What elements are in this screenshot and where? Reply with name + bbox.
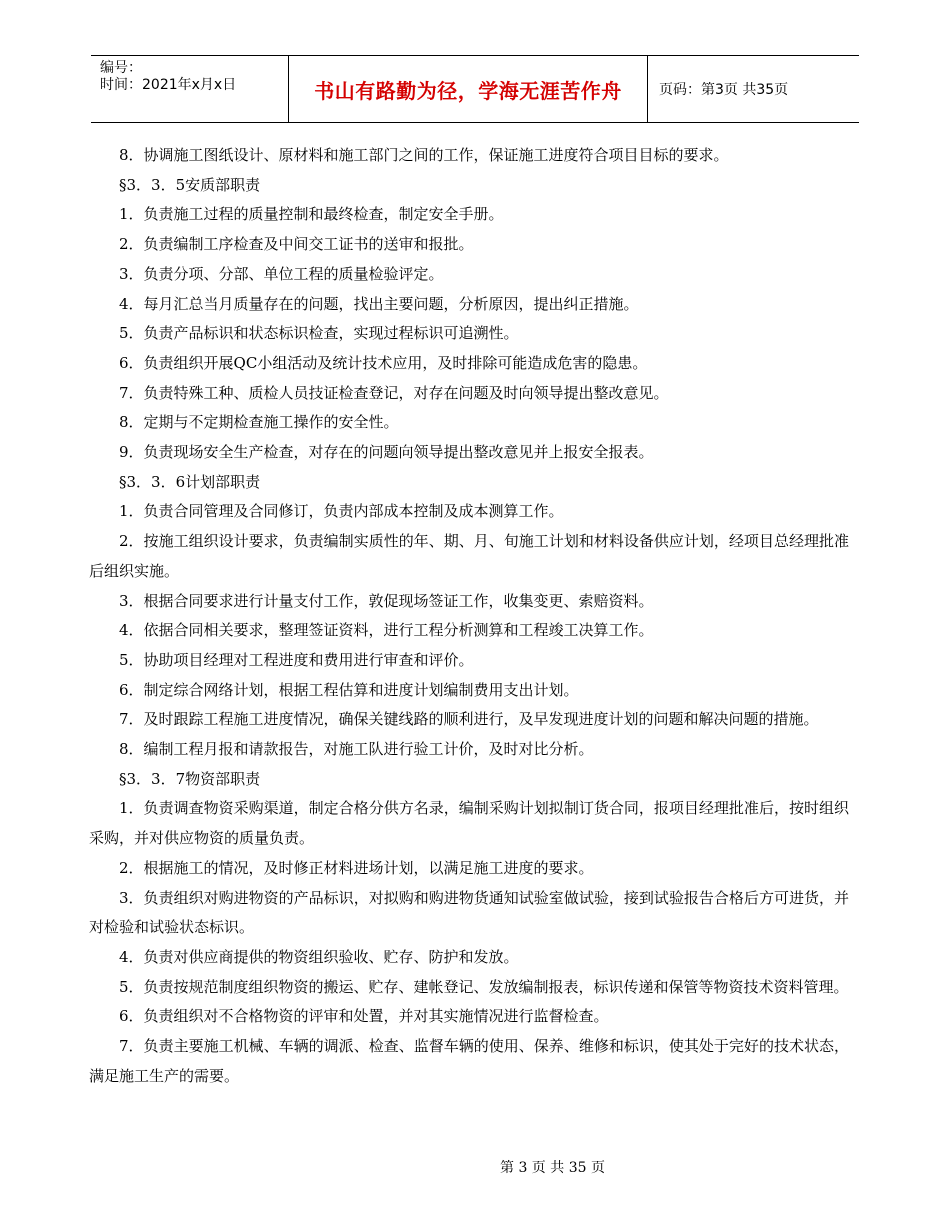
paragraph: 2．负责编制工序检查及中间交工证书的送审和报批。 [119, 235, 474, 254]
paragraph: 4．依据合同相关要求，整理签证资料，进行工程分析测算和工程竣工决算工作。 [119, 621, 654, 640]
paragraph: 8．定期与不定期检查施工操作的安全性。 [119, 413, 399, 432]
number-label: 编号： [100, 60, 142, 76]
paragraph: 7．负责特殊工种、质检人员技证检查登记，对存在问题及时向领导提出整改意见。 [119, 383, 669, 402]
page-header [91, 55, 859, 123]
header-info-cell [91, 56, 288, 122]
motto-text: 书山有路勤为径，学海无涯苦作舟 [314, 78, 622, 103]
paragraph: 8．协调施工图纸设计、原材料和施工部门之间的工作，保证施工进度符合项目目标的要求。 [119, 146, 729, 164]
paragraph: 1．负责调查物资采购渠道，制定合格分供方名录，编制采购计划拟制订货合同，报项目经理批准后，按时组织采购，并对供应物资的质量负责。 [89, 799, 849, 848]
paragraph: 7．负责主要施工机械、车辆的调派、检查、监督车辆的使用、保养、维修和标识，使其处于完好的技术状态，满足施工生产的需要。 [89, 1037, 849, 1085]
paragraph: 5．负责产品标识和状态标识检查，实现过程标识可追溯性。 [119, 324, 519, 343]
footer-page-number: 第 3 页 共 35 页 [500, 1160, 605, 1176]
paragraph: 2．按施工组织设计要求，负责编制实质性的年、期、月、旬施工计划和材料设备供应计划，经项目总经理批准后组织实施。 [89, 532, 849, 580]
paragraph: 3．负责分项、分部、单位工程的质量检验评定。 [119, 264, 444, 283]
paragraph: 4．每月汇总当月质量存在的问题，找出主要问题，分析原因，提出纠正措施。 [119, 294, 639, 313]
paragraph: 5．负责按规范制度组织物资的搬运、贮存、建帐登记、发放编制报表，标识传递和保管等物资技术资料管理。 [119, 977, 849, 996]
header-page-cell [648, 56, 859, 122]
paragraph: 1．负责合同管理及合同修订，负责内部成本控制及成本测算工作。 [119, 502, 564, 521]
paragraph: 7．及时跟踪工程施工进度情况，确保关键线路的顺利进行，及早发现进度计划的问题和解决问题的措施。 [119, 710, 819, 729]
paragraph: 5．协助项目经理对工程进度和费用进行审查和评价。 [119, 650, 474, 669]
section-heading: §3．3．5安质部职责 [119, 175, 261, 194]
paragraph: 3．根据合同要求进行计量支付工作，敦促现场签证工作，收集变更、索赔资料。 [119, 591, 654, 610]
section-heading: §3．3．6计划部职责 [119, 472, 261, 491]
paragraph: 2．根据施工的情况，及时修正材料进场计划，以满足施工进度的要求。 [119, 858, 594, 877]
header-motto-cell [288, 56, 648, 122]
paragraph: 6．负责组织对不合格物资的评审和处置，并对其实施情况进行监督检查。 [119, 1007, 609, 1026]
paragraph: 8．编制工程月报和请款报告，对施工队进行验工计价，及时对比分析。 [119, 740, 594, 759]
header-page-label: 页码：第3页 共35页 [659, 82, 789, 98]
paragraph: 3．负责组织对购进物资的产品标识，对拟购和购进物货通知试验室做试验，接到试验报告合格后方可进货，并对检验和试验状态标识。 [89, 888, 849, 937]
document-body [89, 141, 849, 1092]
paragraph: 9．负责现场安全生产检查，对存在的问题向领导提出整改意见并上报安全报表。 [119, 443, 654, 462]
page-footer [0, 1157, 950, 1177]
paragraph: 4．负责对供应商提供的物资组织验收、贮存、防护和发放。 [119, 947, 519, 966]
time-label: 时间：2021年x月x日 [100, 77, 237, 93]
paragraph: 1．负责施工过程的质量控制和最终检查，制定安全手册。 [119, 205, 504, 224]
section-heading: §3．3．7物资部职责 [119, 769, 261, 788]
paragraph: 6．制定综合网络计划，根据工程估算和进度计划编制费用支出计划。 [119, 680, 579, 699]
paragraph: 6．负责组织开展QC小组活动及统计技术应用，及时排除可能造成危害的隐患。 [119, 353, 648, 372]
